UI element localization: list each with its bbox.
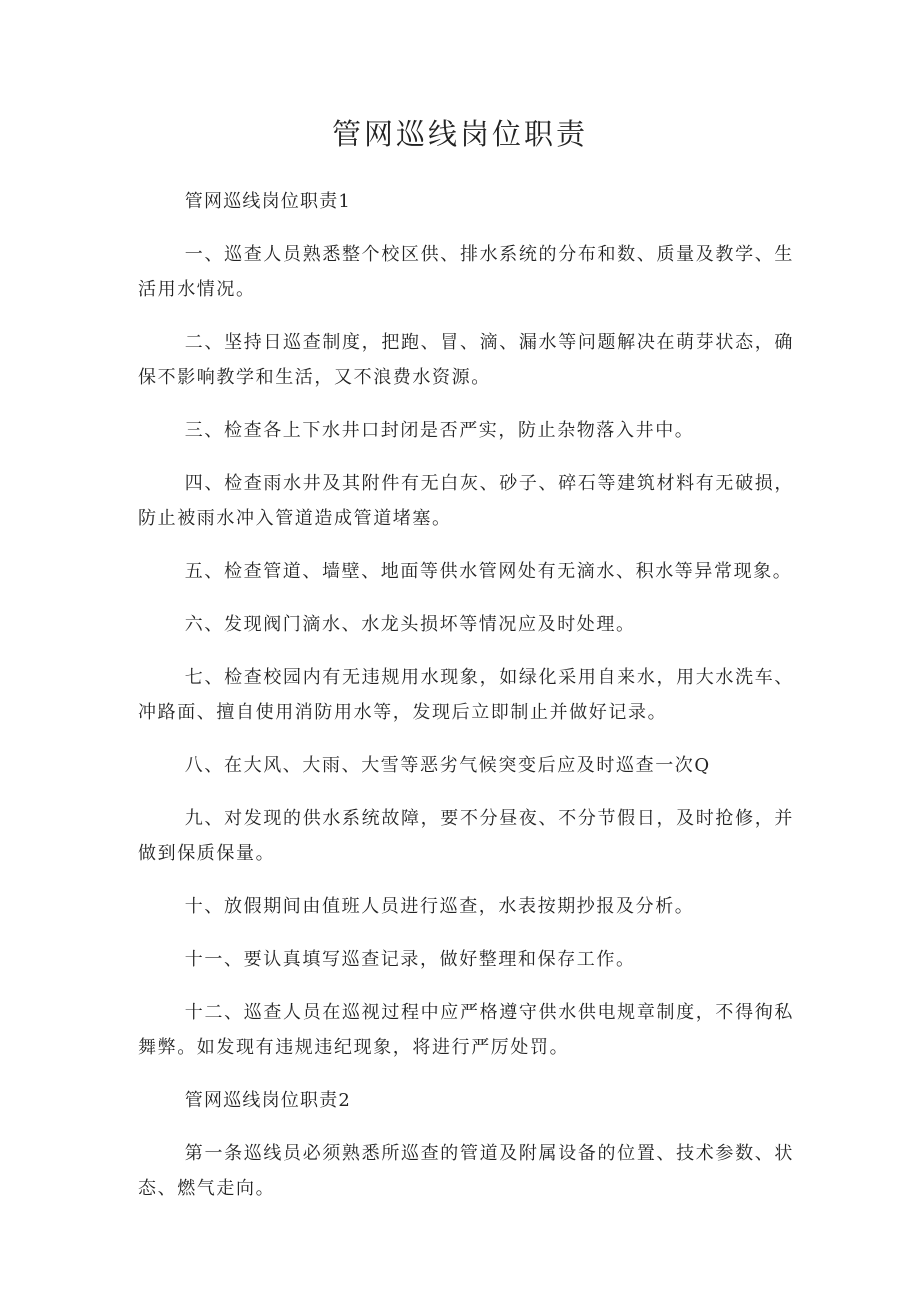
paragraph-8: 八、在大风、大雨、大雪等恶劣气候突变后应及时巡查一次Q	[184, 755, 711, 776]
document-title: 管网巡线岗位职责	[331, 117, 588, 151]
section-heading-1: 管网巡线岗位职责1	[184, 191, 352, 212]
paragraph-3: 三、检查各上下水井口封闭是否严实，防止杂物落入井中。	[184, 420, 695, 441]
paragraph-9: 九、对发现的供水系统故障，要不分昼夜、不分节假日，及时抢修，并做到保质保量。	[138, 808, 794, 864]
document-body	[138, 184, 794, 1224]
paragraph-4: 四、检查雨水井及其附件有无白灰、砂子、碎石等建筑材料有无破损，防止被雨水冲入管道造成管道堵塞。	[138, 473, 794, 529]
paragraph-12: 十二、巡查人员在巡视过程中应严格遵守供水供电规章制度，不得徇私舞弊。如发现有违规违纪现象，将进行严厉处罚。	[138, 1002, 794, 1058]
paragraph-1: 一、巡查人员熟悉整个校区供、排水系统的分布和数、质量及教学、生活用水情况。	[138, 244, 794, 300]
paragraph-10: 十、放假期间由值班人员进行巡查，水表按期抄报及分析。	[184, 896, 695, 917]
paragraph-7: 七、检查校园内有无违规用水现象，如绿化采用自来水，用大水洗车、冲路面、擅自使用消防用水等，发现后立即制止并做好记录。	[138, 667, 794, 723]
paragraph-5: 五、检查管道、墙壁、地面等供水管网处有无滴水、积水等异常现象。	[184, 561, 793, 582]
paragraph-6: 六、发现阀门滴水、水龙头损坏等情况应及时处理。	[184, 614, 636, 635]
paragraph-11: 十一、要认真填写巡查记录，做好整理和保存工作。	[184, 949, 636, 970]
paragraph-2: 二、坚持日巡查制度，把跑、冒、滴、漏水等问题解决在萌芽状态，确保不影响教学和生活，又不浪费水资源。	[138, 332, 794, 388]
paragraph-13: 第一条巡线员必须熟悉所巡查的管道及附属设备的位置、技术参数、状态、燃气走向。	[138, 1143, 794, 1199]
section-heading-2: 管网巡线岗位职责2	[184, 1090, 352, 1111]
